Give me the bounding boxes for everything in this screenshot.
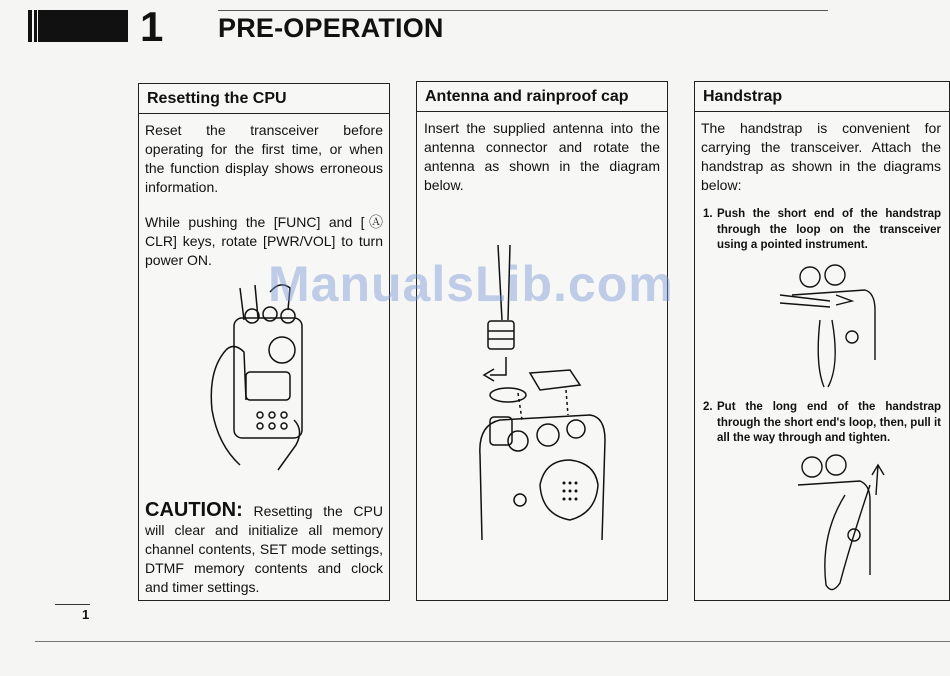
- handstrap-title: Handstrap: [695, 82, 949, 112]
- handstrap-step1: Push the short end of the handstrap through the loop on the transceiver using a pointed instrument.: [717, 208, 941, 251]
- caution-label: CAUTION:: [145, 499, 243, 521]
- reset-cpu-para1: Reset the transceiver before operating for the first time, or when the function display shows erroneous information.: [145, 122, 383, 195]
- handstrap-step1-illustration: [780, 265, 880, 390]
- caution-block: [145, 501, 383, 597]
- page-number: 1: [82, 607, 90, 622]
- handstrap-step2: Put the long end of the handstrap through the short end's loop, then, pull it all the way through and tighten.: [717, 401, 941, 444]
- antenna-text: Insert the supplied antenna into the antenna connector and rotate the antenna as shown in the diagram below.: [424, 120, 660, 193]
- handstrap-step2-number: 2.: [703, 401, 713, 413]
- handstrap-step1-number: 1.: [703, 208, 713, 220]
- reset-cpu-title: Resetting the CPU: [139, 84, 389, 114]
- handstrap-intro: The handstrap is convenient for carrying the transceiver. Attach the handstrap as shown in the diagrams below:: [701, 120, 941, 193]
- handstrap-step2-illustration: [790, 455, 890, 595]
- chapter-title: PRE-OPERATION: [218, 13, 444, 43]
- reset-cpu-para2: While pushing the [FUNC] and [Ⓐ CLR] keys, rotate [PWR/VOL] to turn power ON.: [145, 214, 383, 268]
- top-rule: [218, 10, 828, 11]
- chapter-number: 1: [140, 3, 164, 50]
- antenna-title: Antenna and rainproof cap: [417, 82, 667, 112]
- chapter-tab: [28, 10, 128, 42]
- page-number-rule: [55, 604, 90, 605]
- watermark: ManualsLib.com: [268, 256, 674, 312]
- caution-text: Resetting the CPU will clear and initialize all memory channel contents, SET mode settings, DTMF memory contents and clock and timer settings.: [145, 503, 383, 595]
- bottom-rule: [35, 641, 950, 642]
